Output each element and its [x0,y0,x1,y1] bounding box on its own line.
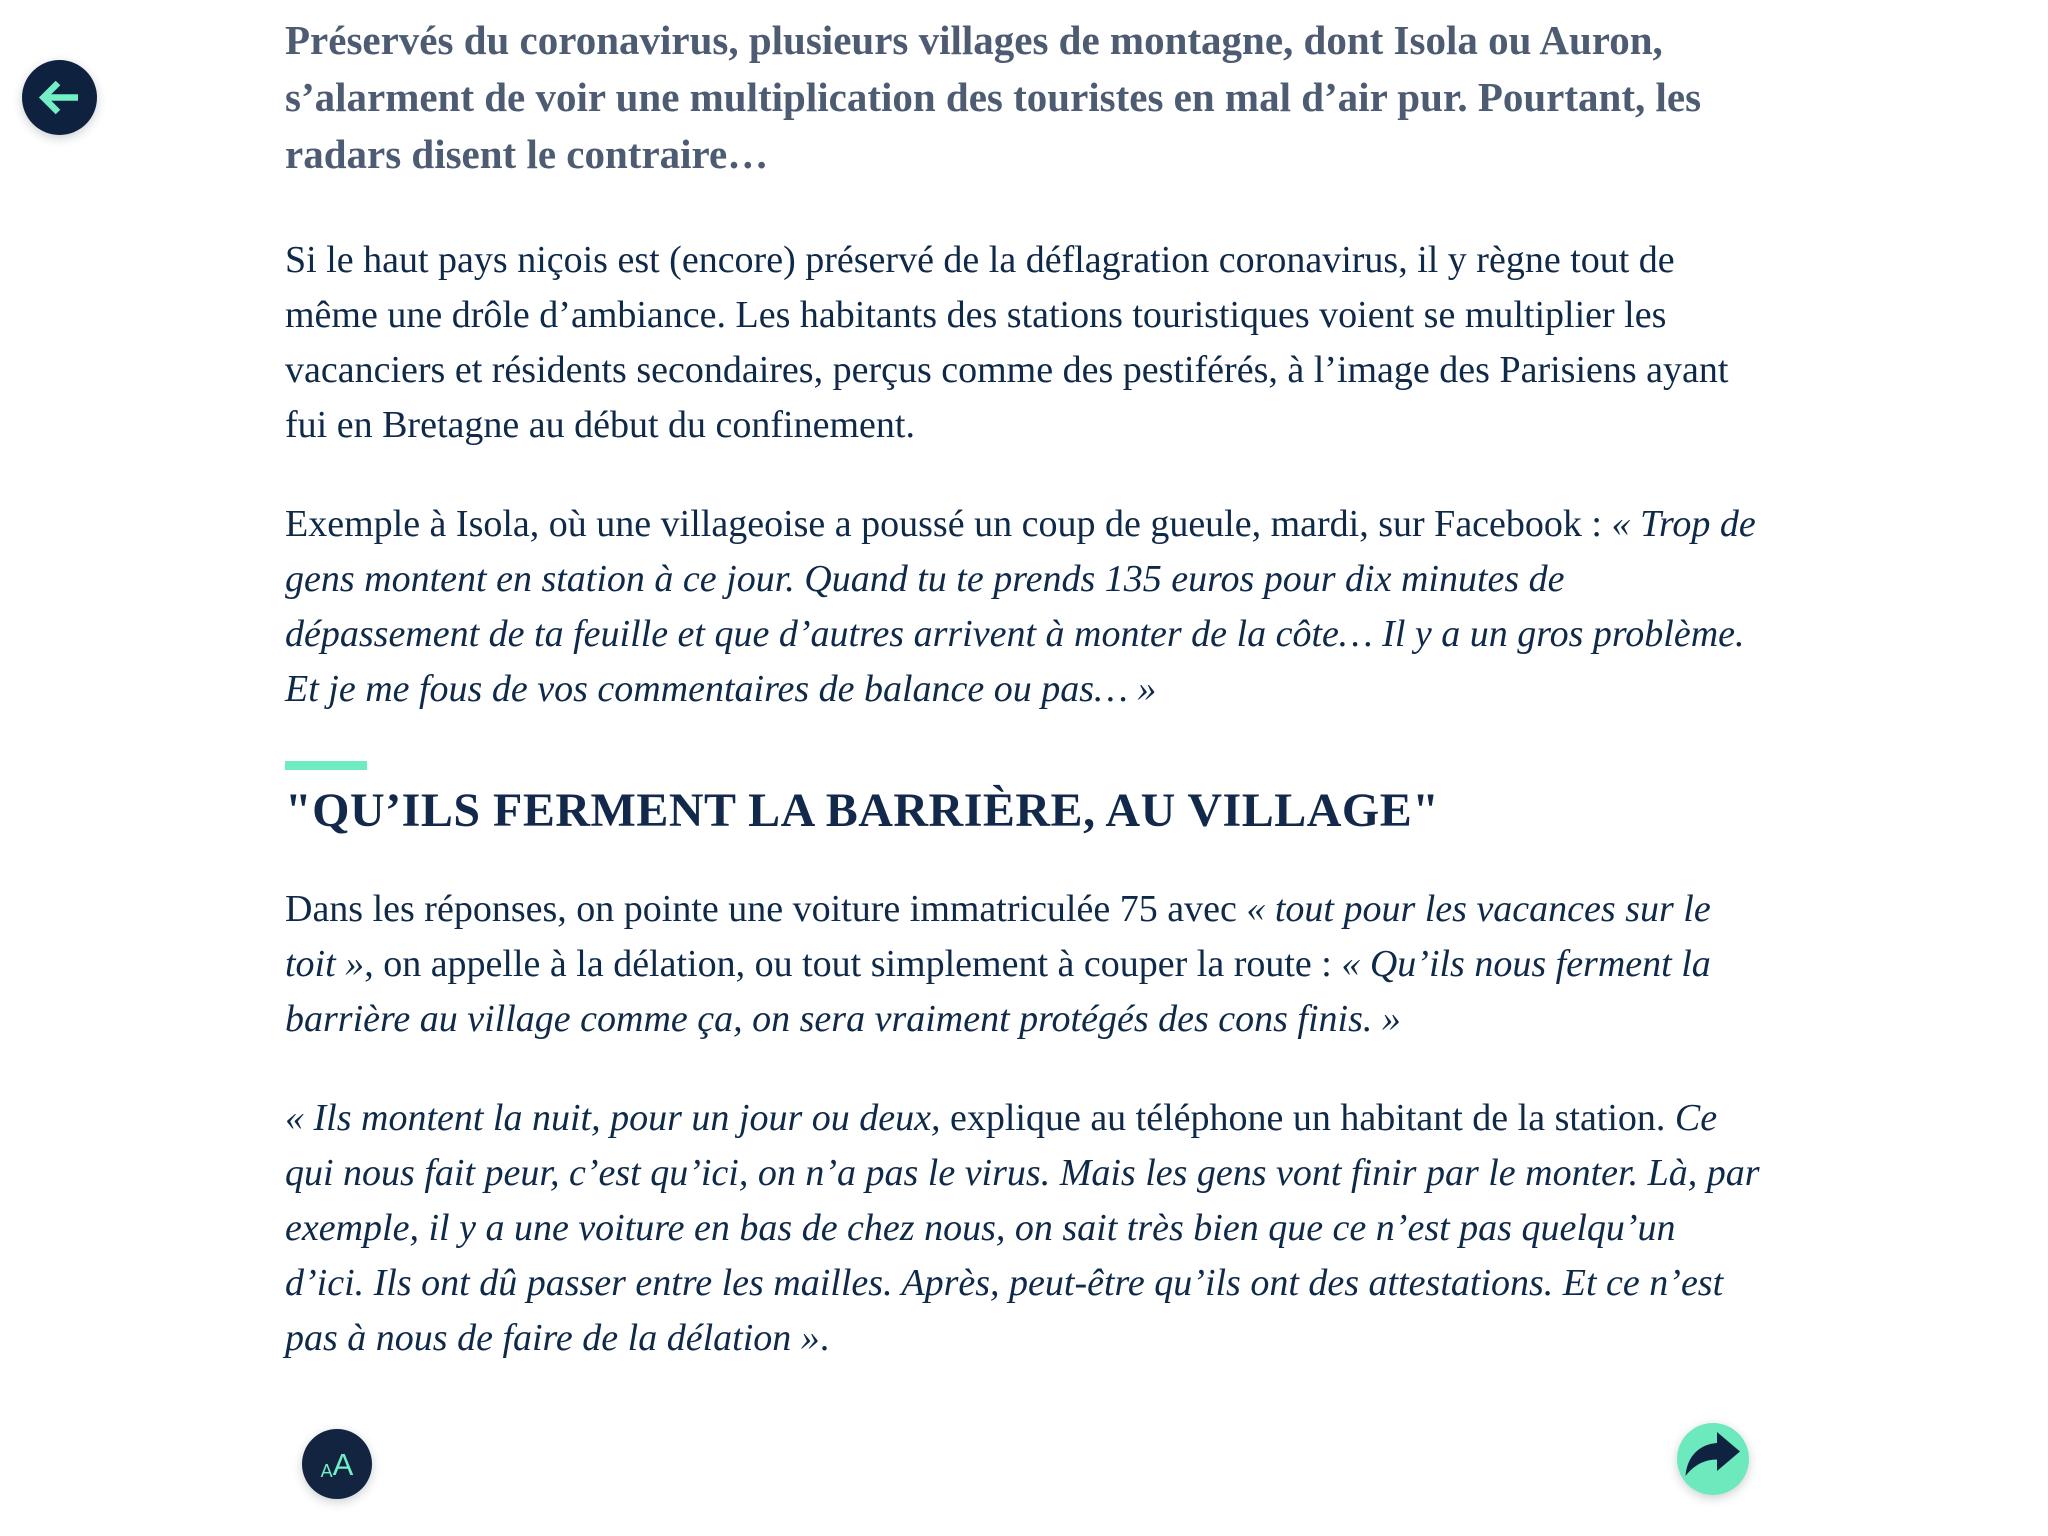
paragraph: Si le haut pays niçois est (encore) préservé de la déflagration coronavirus, il y règne tout de même une drôle d’ambiance. Les habitants des stations touristiques voient se multiplier les vacanciers et résidents secondaires, perçus comme des pestiférés, à l’image des Parisiens ayant fui en Bretagne au début du confinement. [285,239,1729,446]
back-button[interactable] [22,60,97,135]
section-heading: "QU’ILS FERMENT LA BARRIÈRE, AU VILLAGE" [285,784,1440,837]
section-divider [285,761,367,770]
text-size-small-letter: A [320,1460,333,1481]
arrow-left-icon [22,60,97,135]
article-body-top [285,233,1763,717]
share-button[interactable] [1677,1423,1749,1495]
article-body-bottom [285,882,1763,1366]
paragraph: Exemple à Isola, où une villageoise a poussé un coup de gueule, mardi, sur Facebook : « Trop de gens montent en station à ce jour. Quand tu te prends 135 euros pour dix minutes de dépassement de ta feuille et que d’autres arrivent à monter de la côte… Il y a un gros problème. Et je me fous de vos commentaires de balance ou pas… » [285,503,1756,710]
share-forward-icon [1677,1423,1749,1495]
article-content [285,12,1763,1410]
text-size-button[interactable] [302,1429,372,1499]
paragraph: « Ils montent la nuit, pour un jour ou deux, explique au téléphone un habitant de la station. Ce qui nous fait peur, c’est qu’ici, on n’a pas le virus. Mais les gens vont finir par le monter. Là, par exemple, il y a une voiture en bas de chez nous, on sait très bien que ce n’est pas quelqu’un d’ici. Ils ont dû passer entre les mailles. Après, peut-être qu’ils ont des attestations. Et ce n’est pas à nous de faire de la délation ». [285,1097,1760,1359]
text-size-icon [320,1446,354,1482]
paragraph: Dans les réponses, on pointe une voiture immatriculée 75 avec « tout pour les vacances sur le toit », on appelle à la délation, ou tout simplement à couper la route : « Qu’ils nous ferment la barrière au village comme ça, on sera vraiment protégés des cons finis. » [285,888,1711,1040]
text-size-large-letter: A [332,1446,354,1482]
article-intro: Préservés du coronavirus, plusieurs villages de montagne, dont Isola ou Auron, s’alarment de voir une multiplication des touristes en mal d’air pur. Pourtant, les radars disent le contraire… [285,17,1702,177]
